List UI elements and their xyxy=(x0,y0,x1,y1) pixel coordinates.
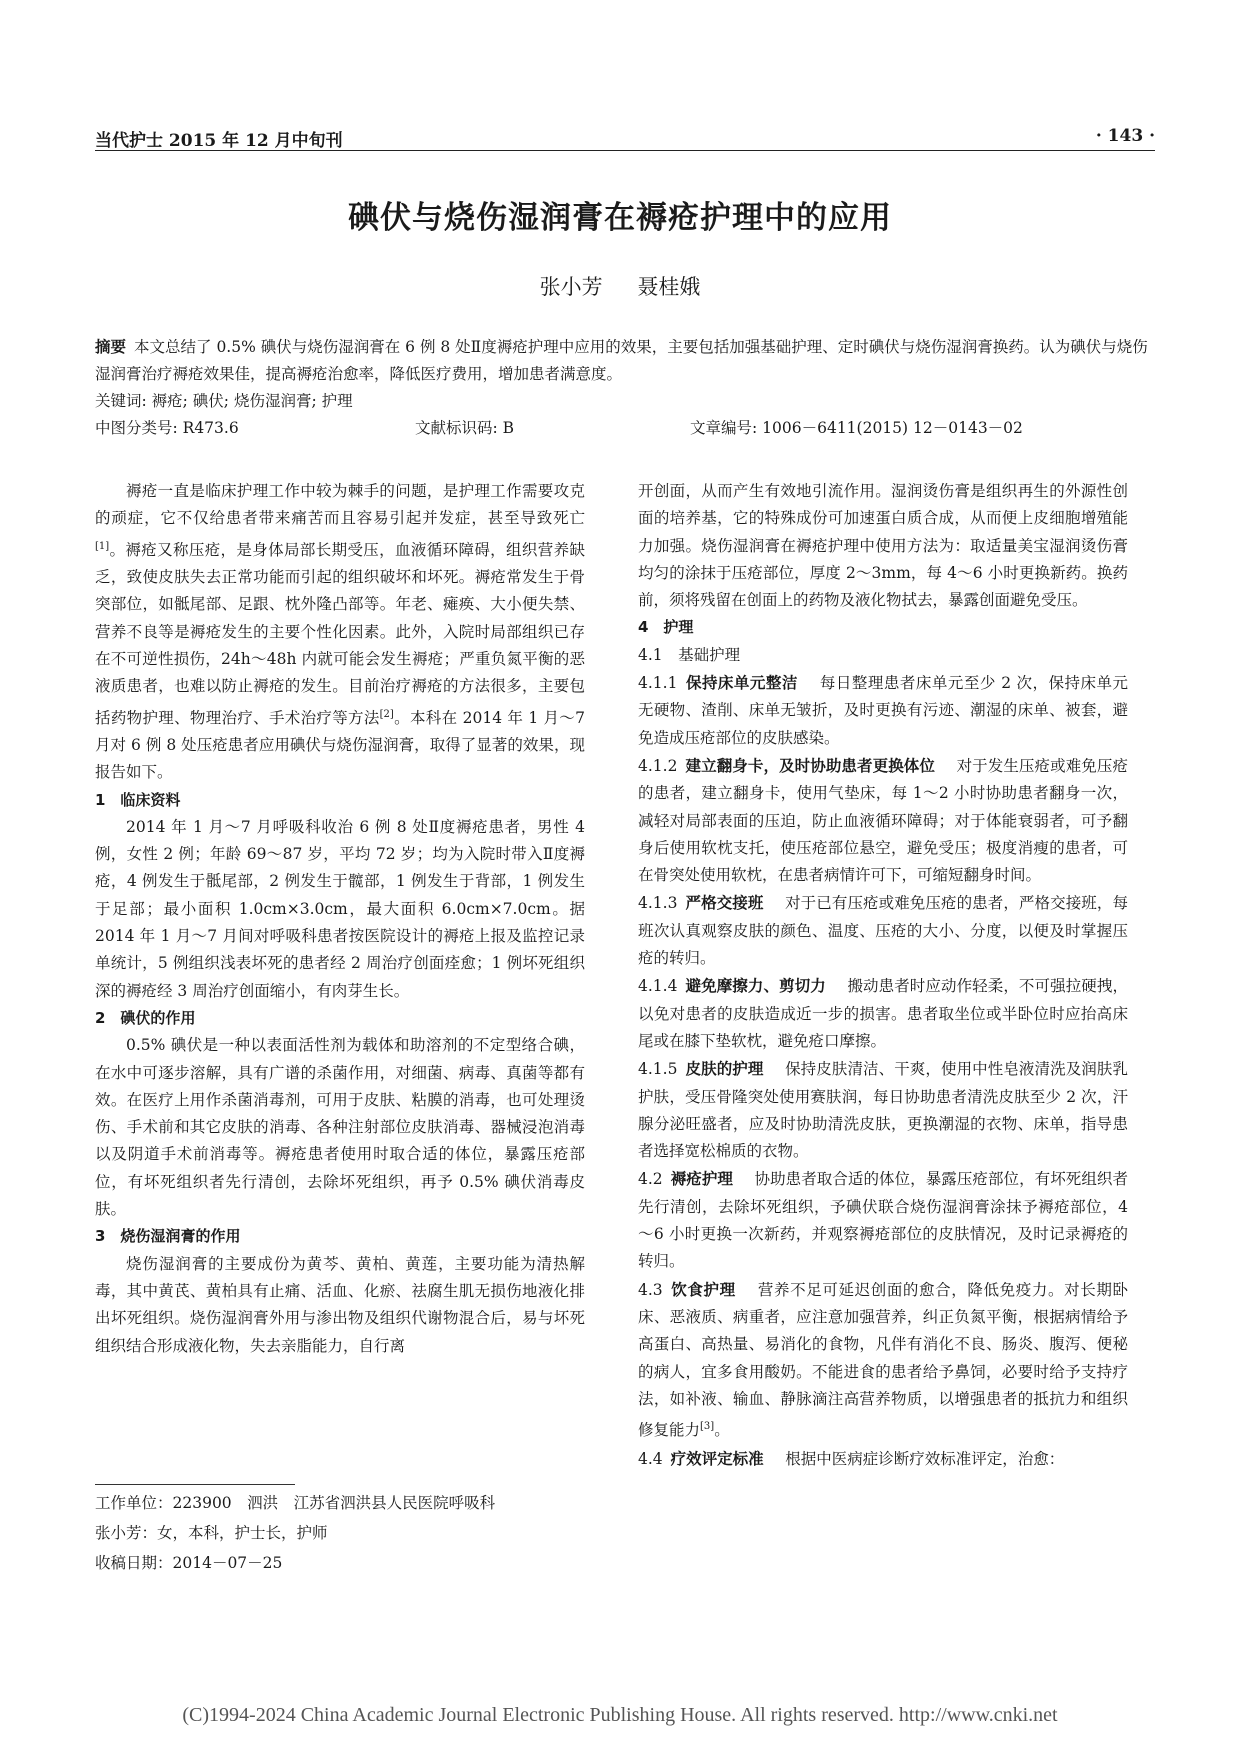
subsection-paragraph xyxy=(638,669,1128,752)
subsection-paragraph xyxy=(638,972,1128,1055)
subsection-title: 避免摩擦力、剪切力 xyxy=(685,976,826,996)
subsection-text: 根据中医病症诊断疗效标准评定，治愈： xyxy=(785,1449,1065,1468)
paragraph-text-tail: 。褥疮又称压疮，是身体局部长期受压，血液循环障碍，组织营养缺乏，致使皮肤失去正常功能而引起的组织破坏和坏死。褥疮常发生于骨突部位，如骶尾部、足跟、枕外隆凸部等。年老、瘫痪、大小便失禁、营养不良等是褥疮发生的主要个性化因素。此外，入院时局部组织已存在不可逆性损伤，24h～48h 内就可能会发生褥疮；严重负氮平衡的恶液质患者，也难以防止褥疮的发生。目前治疗褥疮的方法很多，主要包括药物护理、物理治疗、手术治疗等方法 xyxy=(95,540,585,727)
copyright-notice: (C)1994-2024 China Academic Journal Electronic Publishing House. All rights reserved. http://www.cnki.net xyxy=(182,1704,1058,1726)
subsection-paragraph xyxy=(638,1055,1128,1165)
page-number: · 143 · xyxy=(1095,126,1155,146)
subsection-paragraph xyxy=(638,1445,1128,1473)
section-heading: 2 碘伏的作用 xyxy=(95,1008,196,1027)
subsection-number: 4.2 xyxy=(638,1170,663,1189)
paragraph-text: 烧伤湿润膏的主要成份为黄芩、黄柏、黄莲，主要功能为清热解毒，其中黄芪、黄柏具有止痛、活血、化瘀、祛腐生肌无损伤地液化排出坏死组织。烧伤湿润膏外用与渗出物及组织代谢物混合后，易与坏死组织结合形成液化物，失去亲脂能力，自行离 xyxy=(95,1254,585,1355)
author-name: 张小芳 xyxy=(539,275,603,299)
subsection-paragraph xyxy=(638,1165,1128,1275)
author-list xyxy=(0,271,1240,301)
subsection-text: 保持皮肤清洁、干爽，使用中性皂液清洗及润肤乳护肤，受压骨隆突处使用赛肤润，每日协助患者清洗皮肤至少 2 次，汗腺分泌旺盛者，应及时协助清洗皮肤，更换潮湿的衣物、床单，指导患者选择宽松棉质的衣物。 xyxy=(638,1060,1128,1161)
subsection-heading: 4.1 基础护理 xyxy=(638,645,741,664)
subsection-paragraph xyxy=(638,889,1128,972)
body-paragraph xyxy=(95,478,585,787)
subsection-title: 皮肤的护理 xyxy=(685,1059,764,1079)
subsection-text-tail: 。 xyxy=(714,1421,730,1440)
abstract-block xyxy=(95,333,1155,442)
citation-ref: [2] xyxy=(379,708,394,720)
left-column xyxy=(95,478,585,1360)
paragraph-text: 褥疮一直是临床护理工作中较为棘手的问题，是护理工作需要攻克的顽症，它不仅给患者带来痛苦而且容易引起并发症，甚至导致死亡 xyxy=(95,482,585,528)
running-header xyxy=(95,118,1155,151)
affiliation: 工作单位：223900 泗洪 江苏省泗洪县人民医院呼吸科 xyxy=(95,1494,496,1512)
subsection-text: 搬动患者时应动作轻柔，不可强拉硬拽，以免对患者的皮肤造成近一步的损害。患者取坐位或半卧位时应抬高床尾或在膝下垫软枕，避免疮口摩擦。 xyxy=(638,977,1128,1050)
citation-ref: [3] xyxy=(700,1421,715,1433)
header-rule xyxy=(95,150,1155,151)
subsection-number: 4.1.5 xyxy=(638,1060,678,1079)
body-paragraph xyxy=(95,1251,585,1360)
subsection-title: 褥疮护理 xyxy=(670,1169,733,1189)
document-code: 文献标识码: B xyxy=(415,419,515,437)
subsection-text: 每日整理患者床单元至少 2 次，保持床单元无硬物、渣削、床单无皱折，及时更换有污迹、潮湿的床单、被套，避免造成压疮部位的皮肤感染。 xyxy=(638,674,1128,747)
section-heading: 1 临床资料 xyxy=(95,790,181,809)
body-paragraph xyxy=(95,1032,585,1223)
subsection-paragraph xyxy=(638,1276,1128,1445)
paragraph-text: 2014 年 1 月～7 月呼吸科收治 6 例 8 处Ⅱ度褥疮患者，男性 4 例，女性 2 例；年龄 69～87 岁，平均 72 岁；均为入院时带入Ⅱ度褥疮，4 例发生于骶尾部，2 例发生于髋部，1 例发生于背部，1 例发生于足部；最小面积 1.0cm×3.0cm，最大面积 6.0cm×7.0cm。据 2014 年 1 月～7 月间对呼吸科患者按医院设计的褥疮上报及监控记录单统计，5 例组织浅表坏死的患者经 2 周治疗创面痊愈；1 例坏死组织深的褥疮经 3 周治疗创面缩小，有肉芽生长。 xyxy=(95,817,585,1000)
journal-name: 当代护士 2015 年 12 月中旬刊 xyxy=(95,131,343,151)
subsection-title: 建立翻身卡，及时协助患者更换体位 xyxy=(685,755,935,775)
paragraph-continued: 开创面，从而产生有效地引流作用。湿润烫伤膏是组织再生的外源性创面的培养基，它的特殊成份可加速蛋白质合成，从而便上皮细胞增殖能力加强。烧伤湿润膏在褥疮护理中使用方法为：取适量美宝湿润烫伤膏均匀的涂抹于压疮部位，厚度 2～3mm，每 4～6 小时更换新药。换药前，须将残留在创面上的药物及液化物拭去，暴露创面避免受压。 xyxy=(638,482,1128,610)
subsection-number: 4.1.4 xyxy=(638,977,678,996)
subsection-title: 保持床单元整洁 xyxy=(685,673,798,693)
subsection-title: 严格交接班 xyxy=(685,893,764,913)
subsection-number: 4.1.3 xyxy=(638,894,678,913)
paragraph-text-tail: 。本科在 2014 年 1 月～7 月对 6 例 8 处压疮患者应用碘伏与烧伤湿润膏，取得了显著的效果，现报告如下。 xyxy=(95,708,585,782)
subsection-text: 协助患者取合适的体位，暴露压疮部位，有坏死组织者先行清创，去除坏死组织，予碘伏联合烧伤湿润膏涂抹予褥疮部位，4～6 小时更换一次新药，并观察褥疮部位的皮肤情况，及时记录褥疮的转归。 xyxy=(638,1170,1128,1271)
article-number: 文章编号: 1006－6411(2015) 12－0143－02 xyxy=(690,419,1023,437)
subsection-text: 对于已有压疮或难免压疮的患者，严格交接班，每班次认真观察皮肤的颜色、温度、压疮的大小、分度，以便及时掌握压疮的转归。 xyxy=(638,894,1128,968)
section-heading: 4 护理 xyxy=(638,618,694,637)
right-column xyxy=(638,478,1128,1473)
subsection-number: 4.1.1 xyxy=(638,674,678,693)
subsection-text: 对于发生压疮或难免压疮的患者，建立翻身卡，使用气垫床，每 1～2 小时协助患者翻身一次，减轻对局部表面的压迫，防止血液循环障碍；对于体能衰弱者，可予翻身后使用软枕支托，使压疮部位悬空，避免受压；极度消瘦的患者，可在骨突处使用软枕，在患者病情许可下，可缩短翻身时间。 xyxy=(638,756,1128,885)
clc-number: 中图分类号: R473.6 xyxy=(95,419,239,437)
section-heading: 3 烧伤湿润膏的作用 xyxy=(95,1227,241,1246)
subsection-title: 疗效评定标准 xyxy=(670,1448,764,1468)
paragraph-text: 0.5% 碘伏是一种以表面活性剂为载体和助溶剂的不定型络合碘，在水中可逐步溶解，具有广谱的杀菌作用，对细菌、病毒、真菌等都有效。在医疗上用作杀菌消毒剂，可用于皮肤、粘膜的消毒，也可处理烫伤、手术前和其它皮肤的消毒、各种注射部位皮肤消毒、器械浸泡消毒以及阴道手术前消毒等。褥疮患者使用时取合适的体位，暴露压疮部位，有坏死组织者先行清创，去除坏死组织，再予 0.5% 碘伏消毒皮肤。 xyxy=(95,1036,585,1219)
article-title: 碘伏与烧伤湿润膏在褥疮护理中的应用 xyxy=(348,200,892,236)
subsection-title: 饮食护理 xyxy=(670,1279,736,1299)
abstract xyxy=(95,333,1155,388)
subsection-text: 营养不足可延迟创面的愈合，降低免疫力。对长期卧床、恶液质、病重者，应注意加强营养，纠正负氮平衡，根据病情给予高蛋白、高热量、易消化的食物，凡伴有消化不良、肠炎、腹泻、便秘的病人，宜多食用酸奶。不能进食的患者给予鼻饲，必要时给予支持疗法，如补液、输血、静脉滴注高营养物质，以增强患者的抵抗力和组织修复能力 xyxy=(638,1280,1128,1440)
received-date: 收稿日期：2014－07－25 xyxy=(95,1554,283,1572)
subsection-number: 4.1.2 xyxy=(638,756,678,775)
footnotes xyxy=(95,1488,595,1578)
subsection-number: 4.4 xyxy=(638,1449,663,1468)
author-bio: 张小芳：女，本科，护士长，护师 xyxy=(95,1524,328,1542)
abstract-label: 摘要 xyxy=(95,337,127,356)
abstract-text: 本文总结了 0.5% 碘伏与烧伤湿润膏在 6 例 8 处Ⅱ度褥疮护理中应用的效果，主要包括加强基础护理、定时碘伏与烧伤湿润膏换药。认为碘伏与烧伤湿润膏治疗褥疮效果佳，提高褥疮治愈率，降低医疗费用，增加患者满意度。 xyxy=(95,338,1148,383)
keywords: 关键词: 褥疮; 碘伏; 烧伤湿润膏; 护理 xyxy=(95,392,353,410)
subsection-number: 4.3 xyxy=(638,1280,663,1299)
citation-ref: [1] xyxy=(95,540,110,552)
body-paragraph xyxy=(95,814,585,1005)
classification-row xyxy=(95,415,1155,442)
footnote-rule xyxy=(95,1484,295,1485)
subsection-paragraph xyxy=(638,752,1128,889)
author-name: 聂桂娥 xyxy=(637,275,701,299)
